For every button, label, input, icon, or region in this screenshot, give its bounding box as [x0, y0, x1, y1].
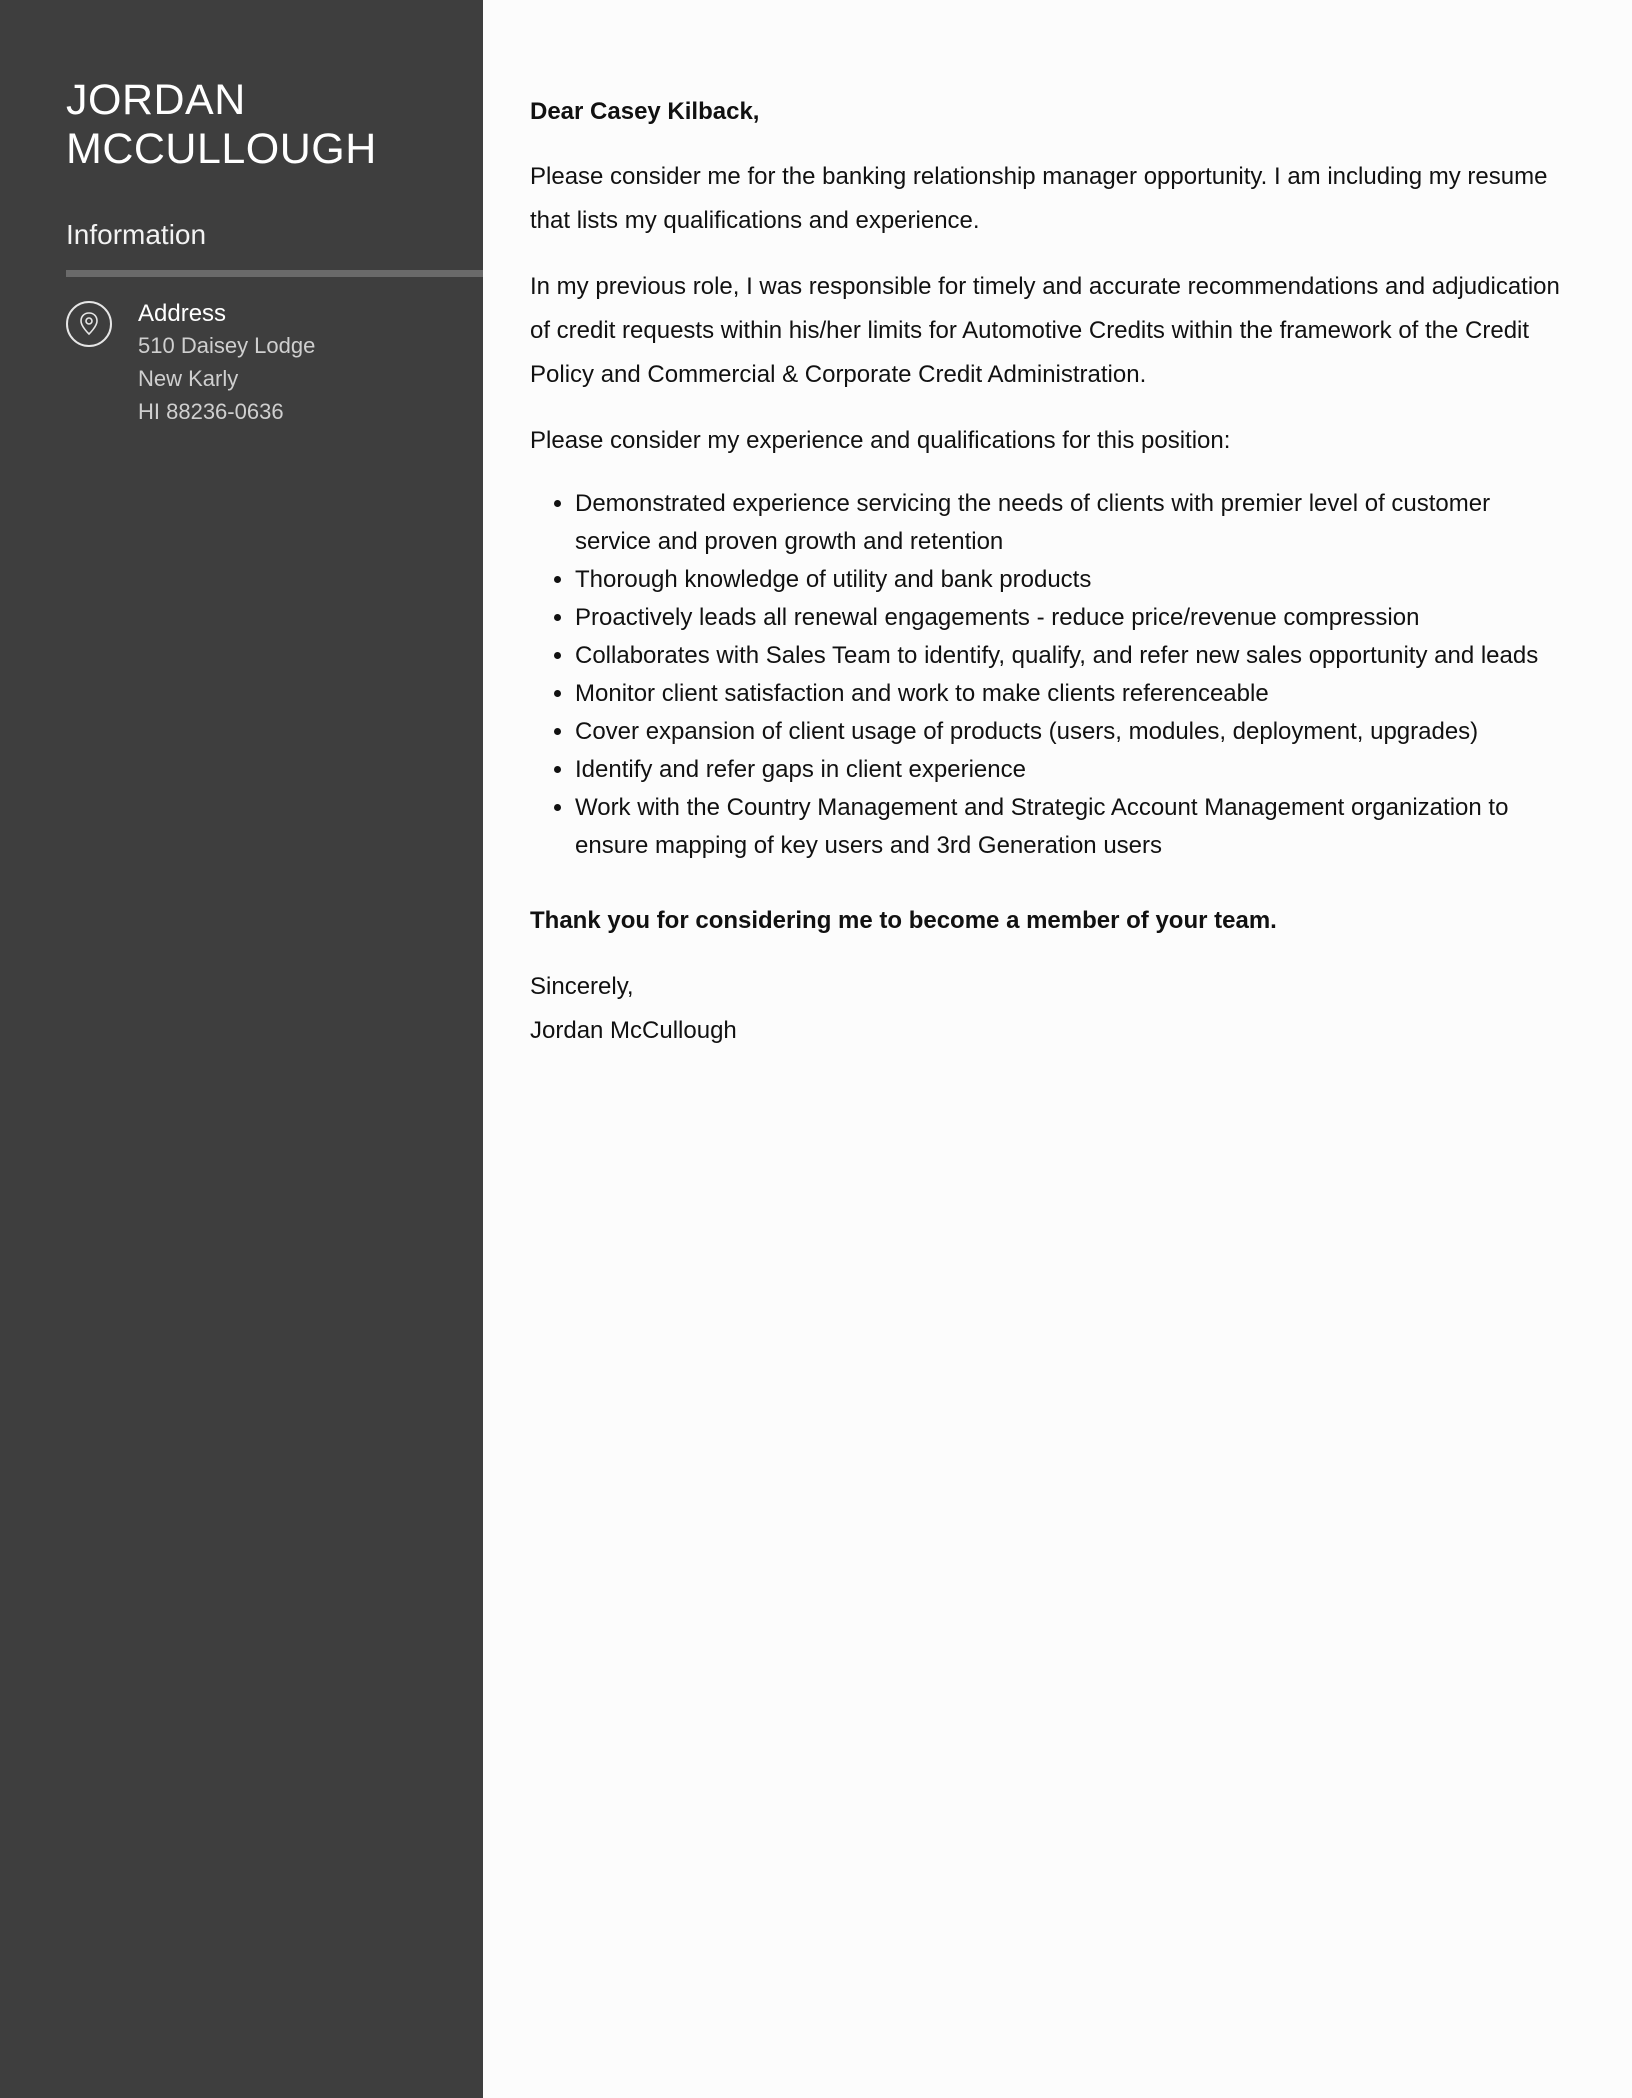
list-item: • Collaborates with Sales Team to identify, qualify, and refer new sales opportunity and leads [575, 637, 1572, 675]
address-line-2: New Karly [138, 366, 239, 391]
signoff: Sincerely, [530, 973, 634, 1000]
qualifications-list [530, 485, 1572, 865]
address-line-3: HI 88236-0636 [138, 399, 284, 424]
location-pin-icon [66, 301, 112, 347]
closing-note: Thank you for considering me to become a member of your team. [530, 907, 1277, 934]
list-item: • Work with the Country Management and Strategic Account Management organization to ensure mapping of key users and 3rd Generation users [575, 789, 1572, 865]
address-label: Address [138, 300, 227, 327]
paragraph-qualifications-lead: Please consider my experience and qualifications for this position: [530, 427, 1231, 454]
name-last: MCCULLOUGH [66, 125, 377, 173]
letter-body [483, 0, 1632, 2098]
list-item: • Proactively leads all renewal engagements - reduce price/revenue compression [575, 599, 1572, 637]
list-item: • Monitor client satisfaction and work to make clients referenceable [575, 675, 1572, 713]
name-first: JORDAN [66, 76, 246, 124]
list-item: • Cover expansion of client usage of products (users, modules, deployment, upgrades) [575, 713, 1572, 751]
list-item: • Demonstrated experience servicing the needs of clients with premier level of customer service and proven growth and retention [575, 485, 1572, 561]
salutation: Dear Casey Kilback, [530, 98, 760, 125]
list-item: • Identify and refer gaps in client experience [575, 751, 1572, 789]
address-line-1: 510 Daisey Lodge [138, 333, 316, 358]
address-text [138, 299, 315, 428]
applicant-name [0, 76, 483, 174]
section-divider [66, 270, 483, 277]
paragraph-intro: Please consider me for the banking relationship manager opportunity. I am including my resume that lists my qualifications and experience. [530, 163, 1548, 234]
list-item: • Thorough knowledge of utility and bank products [575, 561, 1572, 599]
sidebar [0, 0, 483, 2098]
paragraph-previous-role: In my previous role, I was responsible for timely and accurate recommendations and adjudication of credit requests within his/her limits for Automotive Credits within the framework of the Credit Policy and Commercial & Corporate Credit Administration. [530, 273, 1560, 388]
information-heading: Information [66, 219, 207, 250]
signature-name: Jordan McCullough [530, 1017, 737, 1044]
address-block [0, 299, 483, 428]
